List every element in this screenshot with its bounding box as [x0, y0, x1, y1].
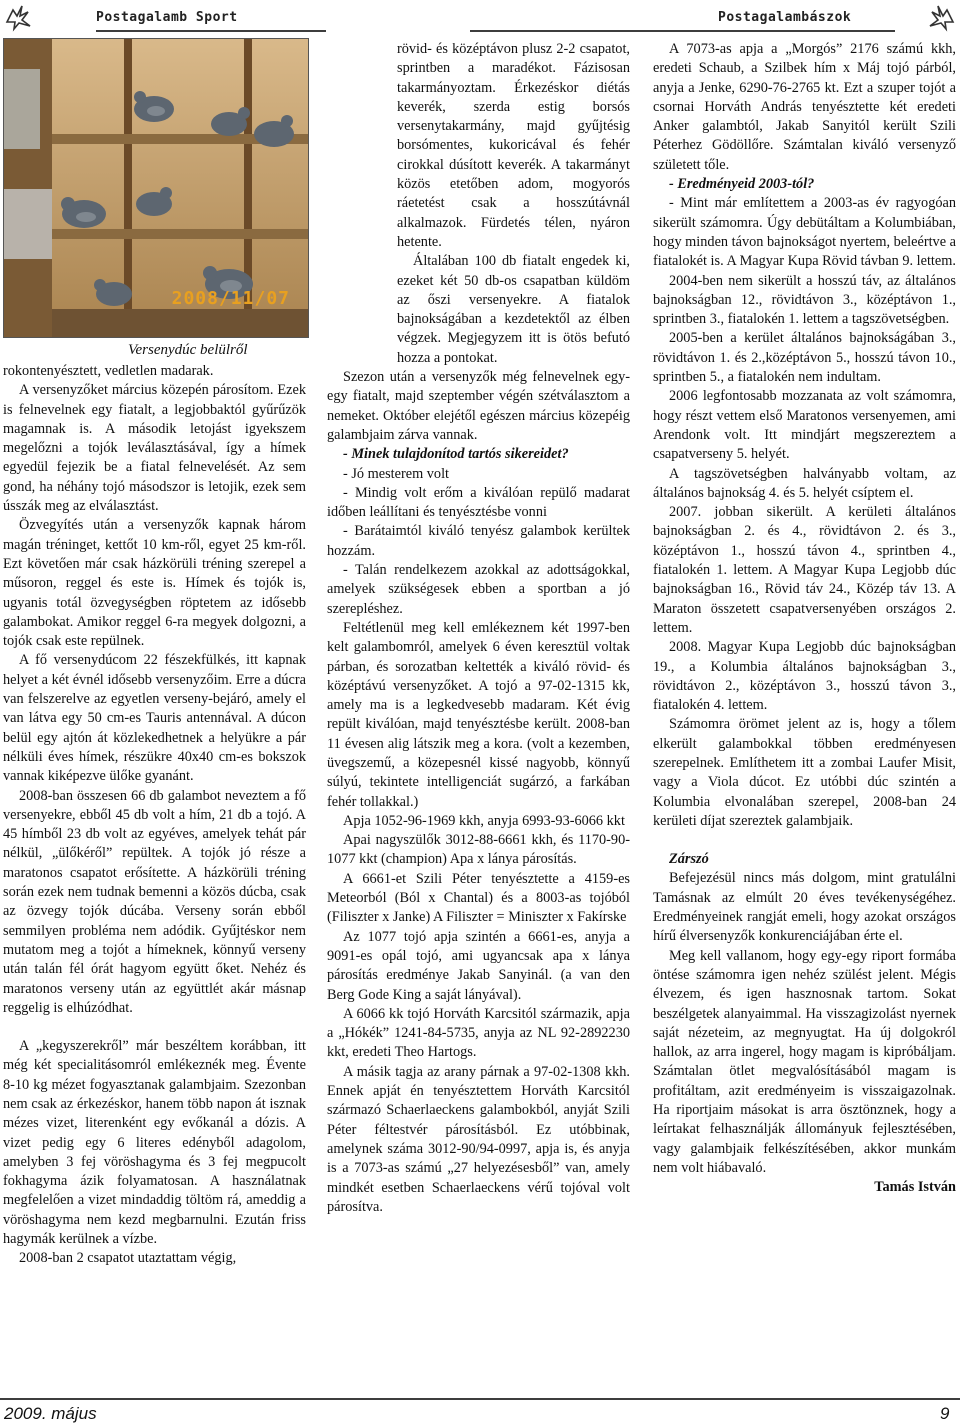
paragraph: A másik tagja az arany párnak a 97-02-1308 kkh. Ennek apját én tenyésztettem Horváth Karcsitól származó Schaerlaeckens galambokból, anyját Szili Péter féltestvér párosításból. Ez utóbbinak, amelynek száma 3012-90/94-0997, apja is, és anyja is a 7073-as számú „27 helyezésesből” van, amely mindkét esetben Schaerlaeckens vérű tojóval volt párosítva. — [327, 1063, 630, 1215]
paragraph: Általában 100 db fiatalt engedek ki, ezeket két 50 db-os csapatban küldöm az őszi versenyekre. A fiatalok bajnokságában a kezdetektől az élben végzek. Megjegyzem itt is ötös befutó hozza a pontokat. — [397, 253, 630, 366]
page-header — [0, 0, 960, 40]
paragraph: A „kegyszerekről” már beszéltem korábban, itt még két specialitásomról emlékeznék meg. Évente 8-10 kg mézet fogyasztanak galambjaim. Szezonban nem csak az érkezéskor, hanem több napon át isznak mézes vizet, literenként egy evőkanál a dózis. A vizet pedig egy 6 literes edényből adagolom, amelyben 3 fej vöröshagyma és 3 fej megpucolt fokhagyma ázik folyamatosan. A használatnak megfelelően a vizet mindaddig töltöm rá, ameddig a vöröshagyma nem kezd megbarnulni. Ezután friss hagymák kerülnek a vízbe. — [3, 1038, 306, 1248]
paragraph: A fő versenydúcom 22 fészekfülkés, itt kapnak helyet a két évnél idősebb versenyzőim. Erre a dúcra van felszerelve az egyetlen verseny-bejáró, amely el van látva egy 50 cm-es Tauris antennával. A dúcon belül egy ajtón át közlekedhetnek a helyükre a pár nélküli éves hímek, részükre 40x40 cm-es bokszok vannak kiképezve ülőke gyanánt. — [3, 652, 306, 785]
paragraph: 2008-ban 2 csapatot utaztattam végig, — [19, 1250, 237, 1267]
footer-rule — [0, 1398, 960, 1400]
paragraph: rövid- és középtávon plusz 2-2 csapatot, sprintben a maradékot. Fázisosan takarmányoztam. Érkezéskor diétás keverék, szerda estig borsós versenytakarmány, majd gyűjtésig borsómentes, kukoricával és fehér cirokkal dúsított keverék. A takarmányt közös etetőben adom, mogyorós ráetetést csak a hosszútávnál alkalmazok. Fürdetés télen, nyáron hetente. — [397, 41, 630, 250]
magazine-title: Postagalamb Sport — [96, 10, 238, 25]
paragraph: Özvegyítés után a versenyzők kapnak három magán tréninget, kettőt 10 km-ről, egyet 25 km-ről. Ezt követően már csak házkörüli tréning szerepel a műsoron, reggel és este is. Hímek és tojók is, ugyanis totál özvegységben röptetem az idősebb galambokat. Amikor reggel 6-ra megyek dolgozni, a tojók csak este repülnek. — [3, 517, 306, 650]
paragraph: Tamás István — [874, 1179, 956, 1196]
paragraph: A versenyzőket március közepén párosítom. Ezek is felnevelnek egy fiatalt, a legjobbaktól gyűrűzök magamnak is. A második letojást igyekszem megelőzni a tojók leválasztásával, így a hímek egyedül fejezik be a fiatal felnevelését. Az sem gond, ha néhány tojó másodszor is letojik, ezek sem ússzák meg az elválasztást. — [3, 382, 306, 515]
paragraph: 2008. Magyar Kupa Legjobb dúc bajnokságban 19., a Kolumbia általános bajnokságban 3., rövidtávon 2., középtávon 3., hosszú távon 3., fiatalokén 4. lettem. — [653, 639, 956, 714]
article-column-2-full — [327, 368, 630, 1217]
paragraph: - Mint már említettem a 2003-as év ragyogóan sikerült számomra. Úgy debütáltam a Kolumbiában, hogy minden távon bajnokságot nyertem, beleértve a fiatalokét is. A Magyar Kupa Rövid távban 9. lettem. — [653, 195, 956, 270]
paragraph: 2004-ben nem sikerült a hosszú táv, az általános bajnokságban 12., rövidtávon 3., középtávon 1., sprintben 3., fiatalokén 1. lettem a tagszövetségben. — [653, 272, 956, 328]
paragraph: - Mindig volt erőm a kiválóan repülő madarat időben leállítani és tenyésztésbe vonni — [327, 484, 630, 521]
paragraph: 2007. jobban sikerült. A kerületi általános bajnokságban 2. és 4., rövidtávon 2. és 3., középtávon 1., hosszú távon 4., sprintben 4., fiatalokén 1. lettem. A Magyar Kupa Legjobb dúc bajnokságban 16., Rövid táv 24., Közép táv 13. A Maraton összetett csapatversenyében országos 2. lettem. — [653, 504, 956, 636]
article-column-2 — [327, 40, 630, 1217]
paragraph: 2008-ban összesen 66 db galambot neveztem a fő versenyekre, ebből 45 db volt a hím, 21 db a tojó. A 45 hímből 23 db volt az egyéves, amelyek tehát pár nélkül, „ülőkéről” repültek. A tojók jó része a maratonos csapatot erősítette. A házkörüli tréning során ezek nem tudnak bemenni a közös dúcba, csak az özvegy tojók dúcába. Verseny során ebből semmilyen probléma nem adódik. Gyűjtéskor nem mutatom meg a tojót a hímeknek, könnyű verseny után talán fél órát hagyom együtt őket. Nehéz és maratonos verseny után az együttlét akár másnap reggelig is elhúzódhat. — [3, 787, 306, 1016]
paragraph: A tagszövetségben halványabb voltam, az általános bajnokság 4. és 5. helyét csíptem el. — [653, 465, 956, 501]
page-number: 9 — [940, 1404, 950, 1423]
paragraph: Apja 1052-96-1969 kkh, anyja 6993-93-6066 kkt — [343, 812, 625, 829]
paragraph: Feltétlenül meg kell emlékeznem két 1997-ben kelt galambomról, amelyek 6 éven keresztül voltak párban, és sorozatban keltették a kiváló rövid- és középtávú versenyzőket. A tojó a 97-02-1315 kk, amely ma is a legkedvesebb madaram. Két évig repült kiválóan, majd tenyésztésbe került. 2008-ban 11 évesen alig látszik meg a kora. (volt a kezemben, üvegszemű, a közepesnél kissé nagyobb, könnyű súlyú, tekintete intelligenciát sugárzó, a farkában fehér tollakkal.) — [327, 619, 630, 810]
article-column-1 — [3, 362, 306, 1269]
header-rule — [96, 30, 326, 32]
paragraph: Számomra örömet jelent az is, hogy a tőlem elkerült galambokkal többen eredményesen szerepelnek. Említhetem itt a zombai Laufer Misit, vagy a Viola dúcot. Ez utóbbi dúc szintén a Kolumbia elvonalában szerepel, 2008-ban 24 kerületi díjat szereztek galambjaik. — [653, 716, 956, 829]
header-rule — [470, 30, 895, 32]
paragraph: - Jó mesterem volt — [343, 465, 450, 482]
pigeon-logo-icon — [4, 2, 34, 32]
photo-date-stamp: 2008/11/07 — [171, 288, 290, 309]
paragraph: Meg kell vallanom, hogy egy-egy riport formába öntése számomra igen nehéz szülést jelent. Mégis élvezem, és igen hasznosnak tartom. Sokat beszélgetek alanyaimmal. Ha visszagizolást nyernek saját nézeteim, az megnyugtat. Ha új dolgokról hallok, az arra ingerel, hogy magam is kipróbáljam. Számtalan ötlet megvalósításából magam is profitáltam, azit eredményeim is visszaigazolnak. Ha riportjaim másokat is arra ösztönznek, hogy a leírtakat felhasználják állományuk fejlesztésében, vagy galambjaik felkészítésében, akkor munkám nem volt hiábavaló. — [653, 947, 956, 1176]
article-column-2-narrow — [327, 40, 630, 368]
paragraph: rokontenyésztett, vedletlen madarak. — [3, 363, 214, 379]
paragraph: Szezon után a versenyzők még felnevelnek egy-egy fiatalt, majd szeptember végén szétválasztom a nemeket. Október elejétől egészen március közepéig galambjaim zárva vannak. — [327, 369, 630, 443]
photo-caption: Versenydúc belülről — [128, 342, 248, 358]
article-column-3 — [653, 40, 956, 1198]
paragraph: - Minek tulajdonítod tartós sikereidet? — [343, 446, 569, 463]
loft-photo — [3, 38, 309, 338]
paragraph: A 6066 kk tojó Horváth Karcsitól származik, apja a „Hókék” 1241-84-5735, anyja az NL 92-2892230 kkt, eredeti Theo Hartogs. — [327, 1005, 630, 1061]
paragraph: 2005-ben a kerület általános bajnokságában 3., rövidtávon 1. és 2.,középtávon 5., hosszú távon 10., sprintben 5., a fiatalokén nem indultam. — [653, 330, 956, 386]
paragraph: Apai nagyszülők 3012-88-6661 kkh, és 1170-90-1077 kkt (champion) Apa x lánya párosítás. — [327, 832, 630, 868]
paragraph: 2006 legfontosabb mozzanata az volt számomra, hogy részt vettem első Maratonos versenyemen, ami Arendonk volt. Itt mindjárt megszereztem a csapatverseny 5. helyét. — [653, 388, 956, 463]
paragraph: Befejezésül nincs más dolgom, mint gratulálni Tamásnak az elmúlt 20 éves tevékenységéhez. Eredményeinek rangját emeli, hogy azokat országos hírű élversenyzők konkurenciájában érte el. — [653, 870, 956, 945]
paragraph: Zárszó — [669, 851, 709, 868]
paragraph: Az 1077 tojó apja szintén a 6661-es, anyja a 9091-es opál tojó, ami ugyancsak apa x lánya párosítás eredménye Jakab Sanyinál. (a van den Berg Gode King a saját lányával). — [327, 928, 630, 1003]
paragraph: - Eredményeid 2003-tól? — [669, 176, 815, 193]
pigeon-logo-icon — [926, 2, 956, 32]
paragraph: A 6661-et Szili Péter tenyésztette a 4159-es Meteorból (Ból x Chantal) és a 8003-as tojóból (Filiszter x Janke) A Filiszter = Miniszter x Fakírske — [327, 870, 630, 926]
paragraph: - Barátaimtól kiváló tenyész galambok kerültek hozzám. — [327, 523, 630, 559]
paragraph: - Talán rendelkezem azokkal az adottságokkal, amelyek szükségesek ebben a sportban a jó szerepléshez. — [327, 562, 630, 617]
issue-date: 2009. május — [4, 1404, 97, 1423]
section-title: Postagalambászok — [718, 10, 852, 25]
paragraph: A 7073-as apja a „Morgós” 2176 számú kkh, eredeti Schaub, a Szilbek hím x Máj tojó párból, anyja a Jenke, 6290-76-2765 kt. Ezt a szuper tojót a csornai Horváth András tenyésztette két eredeti Anker galambtól, Jakab Sanyitól került Szili Péterhez Gödöllőre. Számtalan kiváló versenyző született tőle. — [653, 41, 956, 173]
